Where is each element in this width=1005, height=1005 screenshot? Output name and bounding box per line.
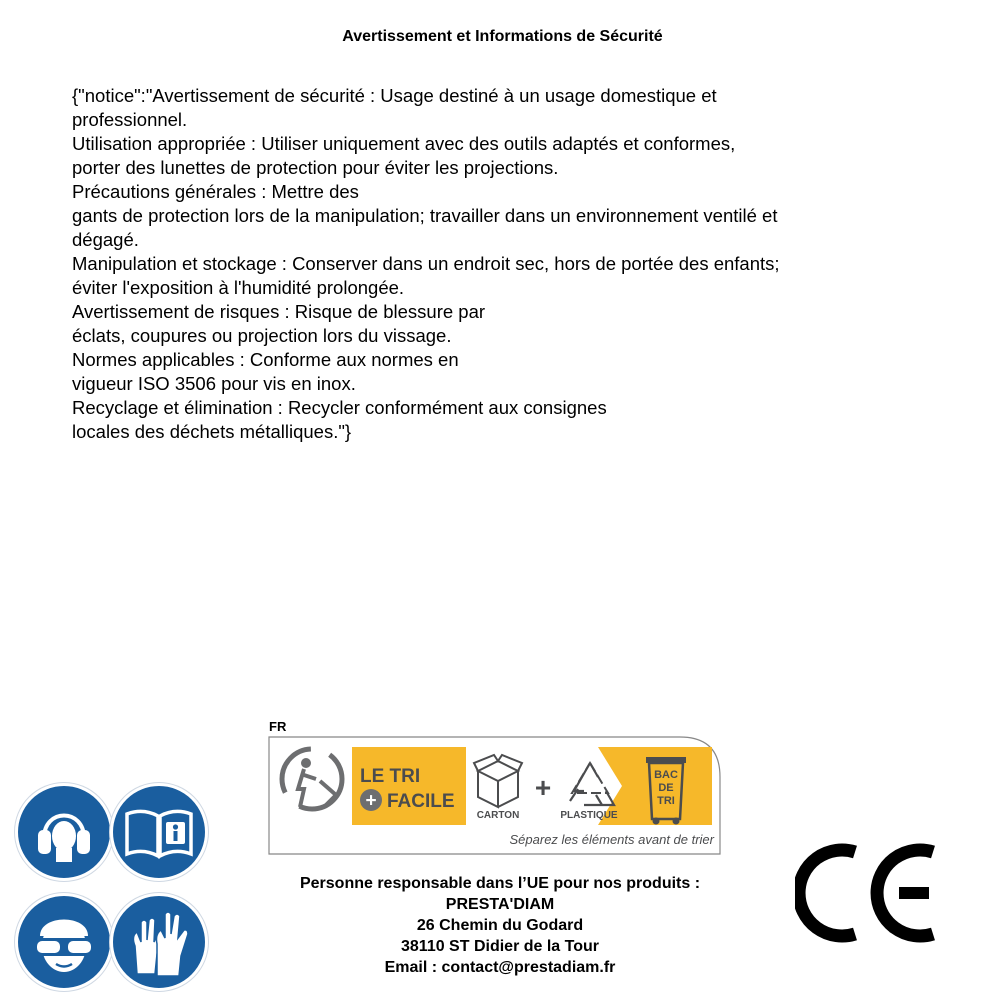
triman-line2: FACILE — [387, 791, 455, 812]
responsible-heading: Personne responsable dans l’UE pour nos produits : — [299, 875, 701, 892]
notice-line: dégagé. — [72, 229, 139, 250]
notice-line: vigueur ISO 3506 pour vis en inox. — [72, 373, 356, 394]
company-name: PRESTA'DIAM — [445, 896, 555, 913]
notice-line: porter des lunettes de protection pour éviter les projections. — [72, 157, 559, 178]
triman-tagline: Séparez les éléments avant de trier — [509, 832, 714, 847]
ce-mark-icon — [795, 840, 945, 950]
notice-line: Précautions générales : Mettre des — [72, 181, 359, 202]
carton-label: CARTON — [476, 810, 520, 821]
notice-line: Normes applicables : Conforme aux normes en — [72, 349, 459, 370]
notice-line: éclats, coupures ou projection lors du vissage. — [72, 325, 452, 346]
triman-info-tri-logo — [268, 735, 722, 855]
eye-protection-icon — [15, 893, 113, 991]
bin-line2: DE — [658, 782, 674, 794]
responsible-person-block — [200, 873, 800, 978]
city-address: 38110 ST Didier de la Tour — [401, 938, 599, 955]
notice-line: éviter l'exposition à l'humidité prolongée. — [72, 277, 405, 298]
safety-notice — [72, 84, 872, 444]
street-address: 26 Chemin du Godard — [416, 917, 584, 934]
triman-country-label: FR — [269, 719, 287, 734]
notice-line: Recyclage et élimination : Recycler conformément aux consignes — [72, 397, 607, 418]
triman-line1: LE TRI — [360, 766, 421, 787]
bin-line1: BAC — [654, 769, 678, 781]
notice-line: {"notice":"Avertissement de sécurité : Usage destiné à un usage domestique et — [72, 85, 717, 106]
ear-protection-icon — [15, 783, 113, 881]
read-manual-icon — [110, 783, 208, 881]
notice-line: Avertissement de risques : Risque de blessure par — [72, 301, 486, 322]
plus-sign: + — [365, 790, 377, 812]
notice-line: Utilisation appropriée : Utiliser uniquement avec des outils adaptés et conformes, — [72, 133, 736, 154]
notice-line: gants de protection lors de la manipulation; travailler dans un environnement ventilé et — [72, 205, 778, 226]
notice-line: locales des déchets métalliques."} — [72, 421, 352, 442]
bin-line3: TRI — [657, 795, 675, 807]
notice-line: professionnel. — [72, 109, 188, 130]
page-title: Avertissement et Informations de Sécurité — [342, 28, 663, 45]
notice-line: Manipulation et stockage : Conserver dans un endroit sec, hors de portée des enfants; — [72, 253, 780, 274]
plastique-label: PLASTIQUE — [560, 810, 618, 821]
gloves-icon — [110, 893, 208, 991]
plus-separator: + — [534, 772, 552, 803]
contact-email: Email : contact@prestadiam.fr — [384, 959, 616, 976]
